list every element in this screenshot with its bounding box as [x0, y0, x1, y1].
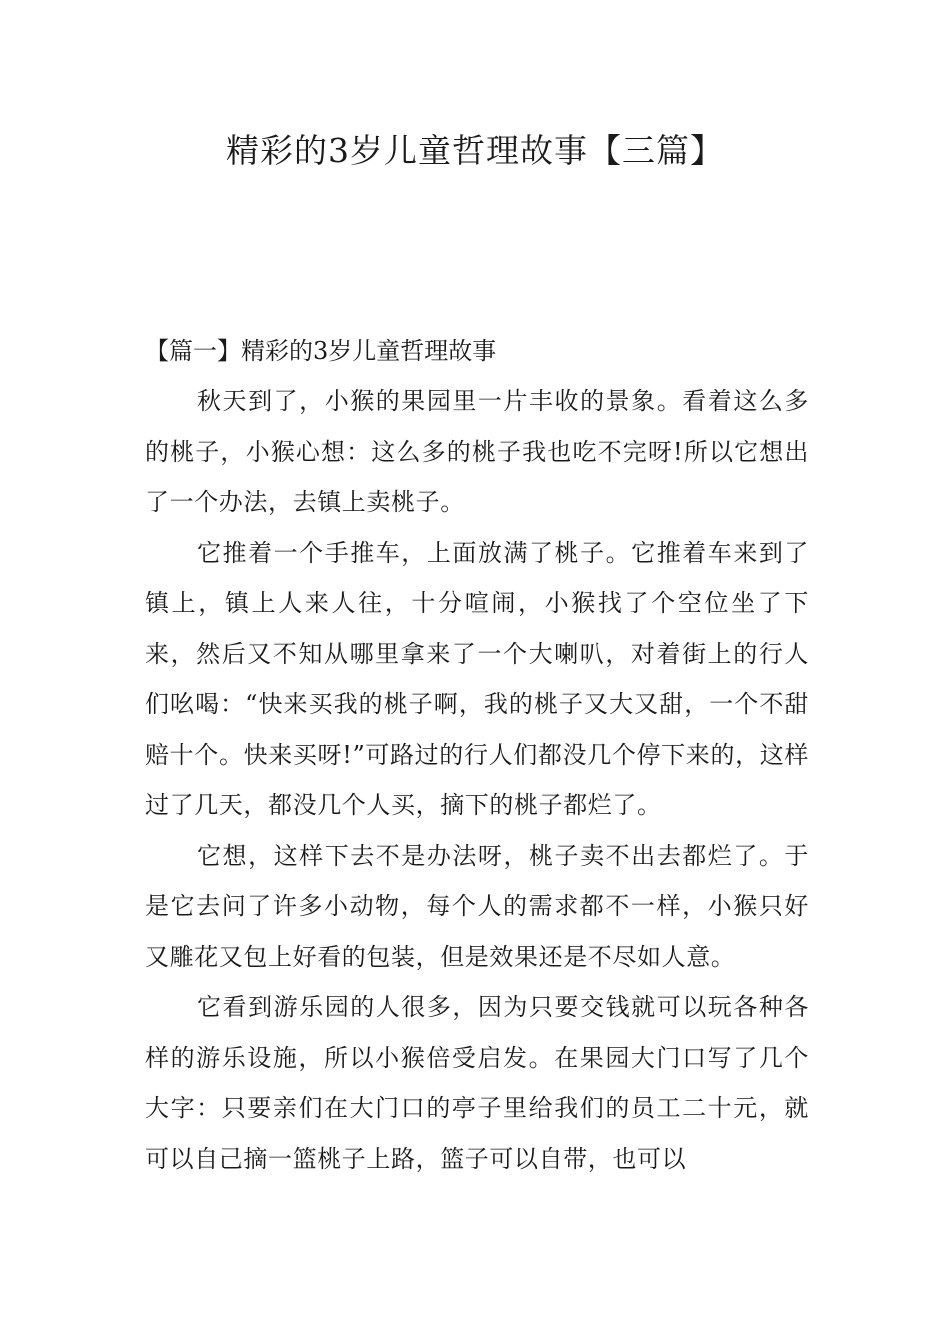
paragraph-1: 秋天到了，小猴的果园里一片丰收的景象。看着这么多的桃子，小猴心想：这么多的桃子我也吃不完呀!所以它想出了一个办法，去镇上卖桃子。 — [145, 387, 809, 516]
paragraph-4: 它看到游乐园的人很多，因为只要交钱就可以玩各种各样的游乐设施，所以小猴倍受启发。在果园大门口写了几个大字：只要亲们在大门口的亭子里给我们的员工二十元，就可以自己摘一篮桃子上路，篮子可以自带，也可以 — [145, 993, 809, 1173]
paragraph-3: 它想，这样下去不是办法呀，桃子卖不出去都烂了。于是它去问了许多小动物，每个人的需求都不一样，小猴只好又雕花又包上好看的包装，但是效果还是不尽如人意。 — [145, 841, 809, 971]
paragraph-2: 它推着一个手推车，上面放满了桃子。它推着车来到了镇上，镇上人来人往，十分喧闹，小猴找了个空位坐了下来，然后又不知从哪里拿来了一个大喇叭，对着街上的行人们吆喝：“快来买我的桃子啊，我的桃子又大又甜，一个不甜赔十个。快来买呀!”可路过的行人们都没几个停下来的，这样过了几天，都没几个人买，摘下的桃子都烂了。 — [145, 538, 809, 819]
section-heading: 【篇一】精彩的3岁儿童哲理故事 — [145, 337, 497, 365]
document-title: 精彩的3岁儿童哲理故事【三篇】 — [226, 131, 724, 170]
document-body — [145, 326, 809, 1184]
